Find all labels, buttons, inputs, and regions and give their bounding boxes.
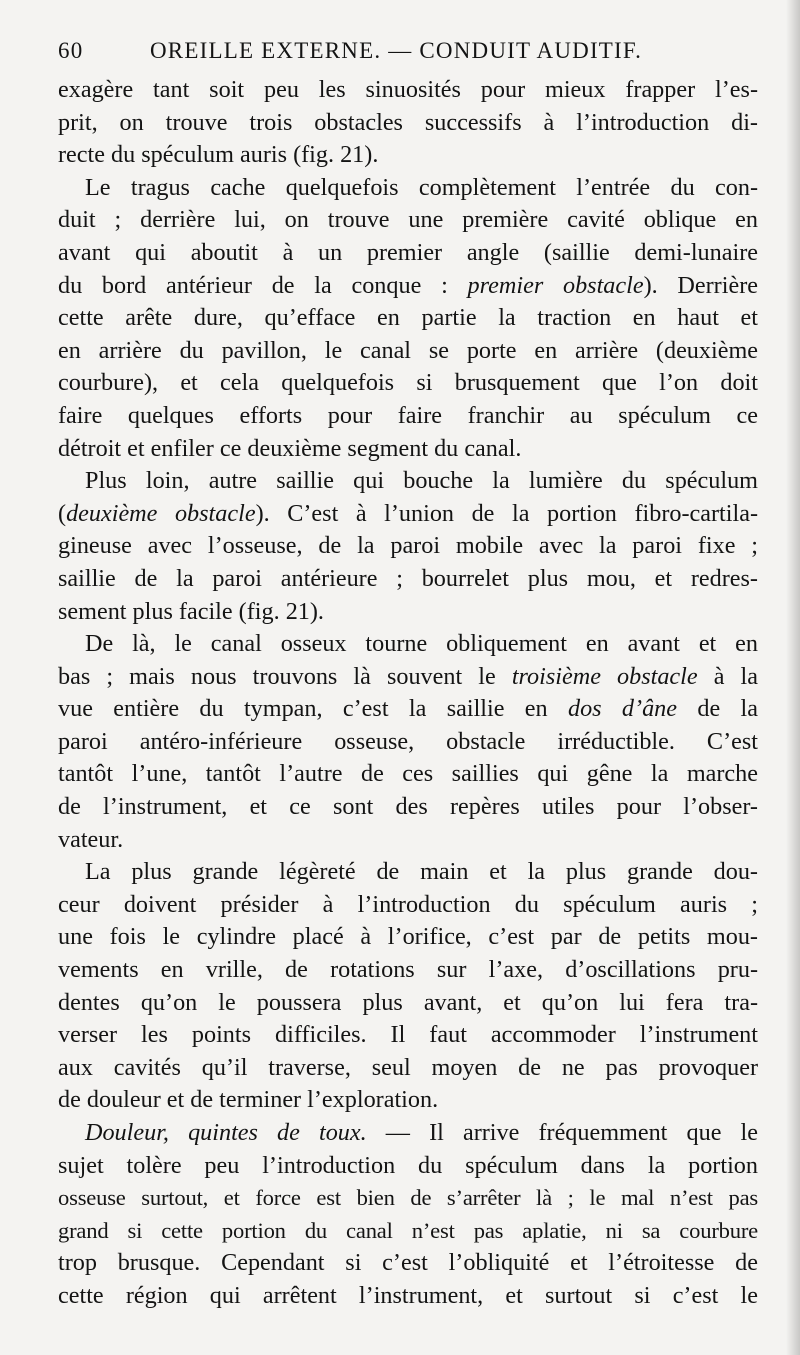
text-line: gineuse avec l’osseuse, de la paroi mobile avec la paroi fixe ; [58,532,758,560]
text-line: exagère tant soit peu les sinuosités pour mieux frapper l’es- [58,76,758,103]
text-line [58,661,758,694]
text-line: trop brusque. Cependant si c’est l’obliquité et l’étroitesse de [58,1249,758,1277]
text-run: ). Derrière [643,271,758,299]
text-line: cette région qui arrêtent l’instrument, et surtout si c’est le [58,1281,758,1309]
italic-text: deuxième obstacle [66,499,256,527]
text-line: en arrière du pavillon, le canal se porte en arrière (deuxième [58,336,758,364]
italic-text: troisième obstacle [511,662,698,690]
running-head-title: OREILLE EXTERNE. — CONDUIT AUDITIF. [150,38,643,63]
text-line: cette arête dure, qu’efface en partie la traction en haut et [58,304,758,332]
text-line [58,693,758,726]
text-run: vue entière du tympan, c’est la saillie en [58,695,568,723]
italic-text: premier obstacle [467,271,644,299]
text-line: Le tragus cache quelquefois complètement l’entrée du con- [85,173,758,201]
text-run: — Il arrive fréquemment que le [366,1119,758,1146]
page-text [58,28,758,1313]
page-number: 60 [58,38,84,63]
text-run: du bord antérieur de la conque : [58,271,468,299]
text-line: aux cavités qu’il traverse, seul moyen de ne pas provoquer [58,1053,758,1081]
text-line: tantôt l’une, tantôt l’autre de ces saillies qui gêne la marche [58,760,758,788]
text-run: bas ; mais nous trouvons là souvent le [58,662,512,690]
text-line: verser les points difficiles. Il faut accommoder l’instrument [58,1021,758,1049]
running-header [58,28,758,66]
text-line [58,1117,758,1150]
text-line: sement plus facile (fig. 21). [58,597,324,625]
text-line: ceur doivent présider à l’introduction du spéculum auris ; [58,890,758,918]
text-line: grand si cette portion du canal n’est pas aplatie, ni sa courbure [58,1217,758,1243]
text-line: recte du spéculum auris (fig. 21). [58,141,379,169]
text-line: La plus grande légèreté de main et la plus grande dou- [85,858,758,886]
text-line: faire quelques efforts pour faire franchir au spéculum ce [58,401,758,429]
text-run: de la [677,695,758,723]
text-line: courbure), et cela quelquefois si brusquement que l’on doit [58,369,758,397]
text-line: osseuse surtout, et force est bien de s’arrêter là ; le mal n’est pas [58,1185,758,1211]
text-line: saillie de la paroi antérieure ; bourrelet plus mou, et redres- [58,564,758,592]
text-line: De là, le canal osseux tourne obliquement en avant et en [85,630,758,658]
text-run: ). C’est à l’union de la portion fibro-cartila- [255,499,758,527]
text-line: vements en vrille, de rotations sur l’axe, d’oscillations pru- [58,956,758,984]
text-line: une fois le cylindre placé à l’orifice, c’est par de petits mou- [58,923,758,951]
text-line: prit, on trouve trois obstacles successifs à l’introduction di- [58,108,758,136]
italic-text: dos d’âne [567,695,678,723]
text-line: sujet tolère peu l’introduction du spéculum dans la portion [58,1151,758,1179]
text-run: ( [58,499,67,527]
text-run: à la [697,662,758,690]
text-line: avant qui aboutit à un premier angle (saillie demi-lunaire [58,238,758,266]
text-line: vateur. [58,825,124,853]
text-line [58,498,758,531]
text-line: paroi antéro-inférieure osseuse, obstacle irréductible. C’est [58,727,758,755]
text-line: détroit et enfiler ce deuxième segment du canal. [58,434,522,462]
text-line: duit ; derrière lui, on trouve une première cavité oblique en [58,206,758,234]
text-line [58,270,758,303]
text-line: dentes qu’on le poussera plus avant, et qu’on lui fera tra- [58,988,758,1016]
text-line: Plus loin, autre saillie qui bouche la lumière du spéculum [85,467,758,495]
text-line: de l’instrument, et ce sont des repères utiles pour l’obser- [58,793,758,821]
text-line: de douleur et de terminer l’exploration. [58,1086,439,1114]
body-text [58,74,758,1313]
italic-text: Douleur, quintes de toux. [85,1119,367,1146]
